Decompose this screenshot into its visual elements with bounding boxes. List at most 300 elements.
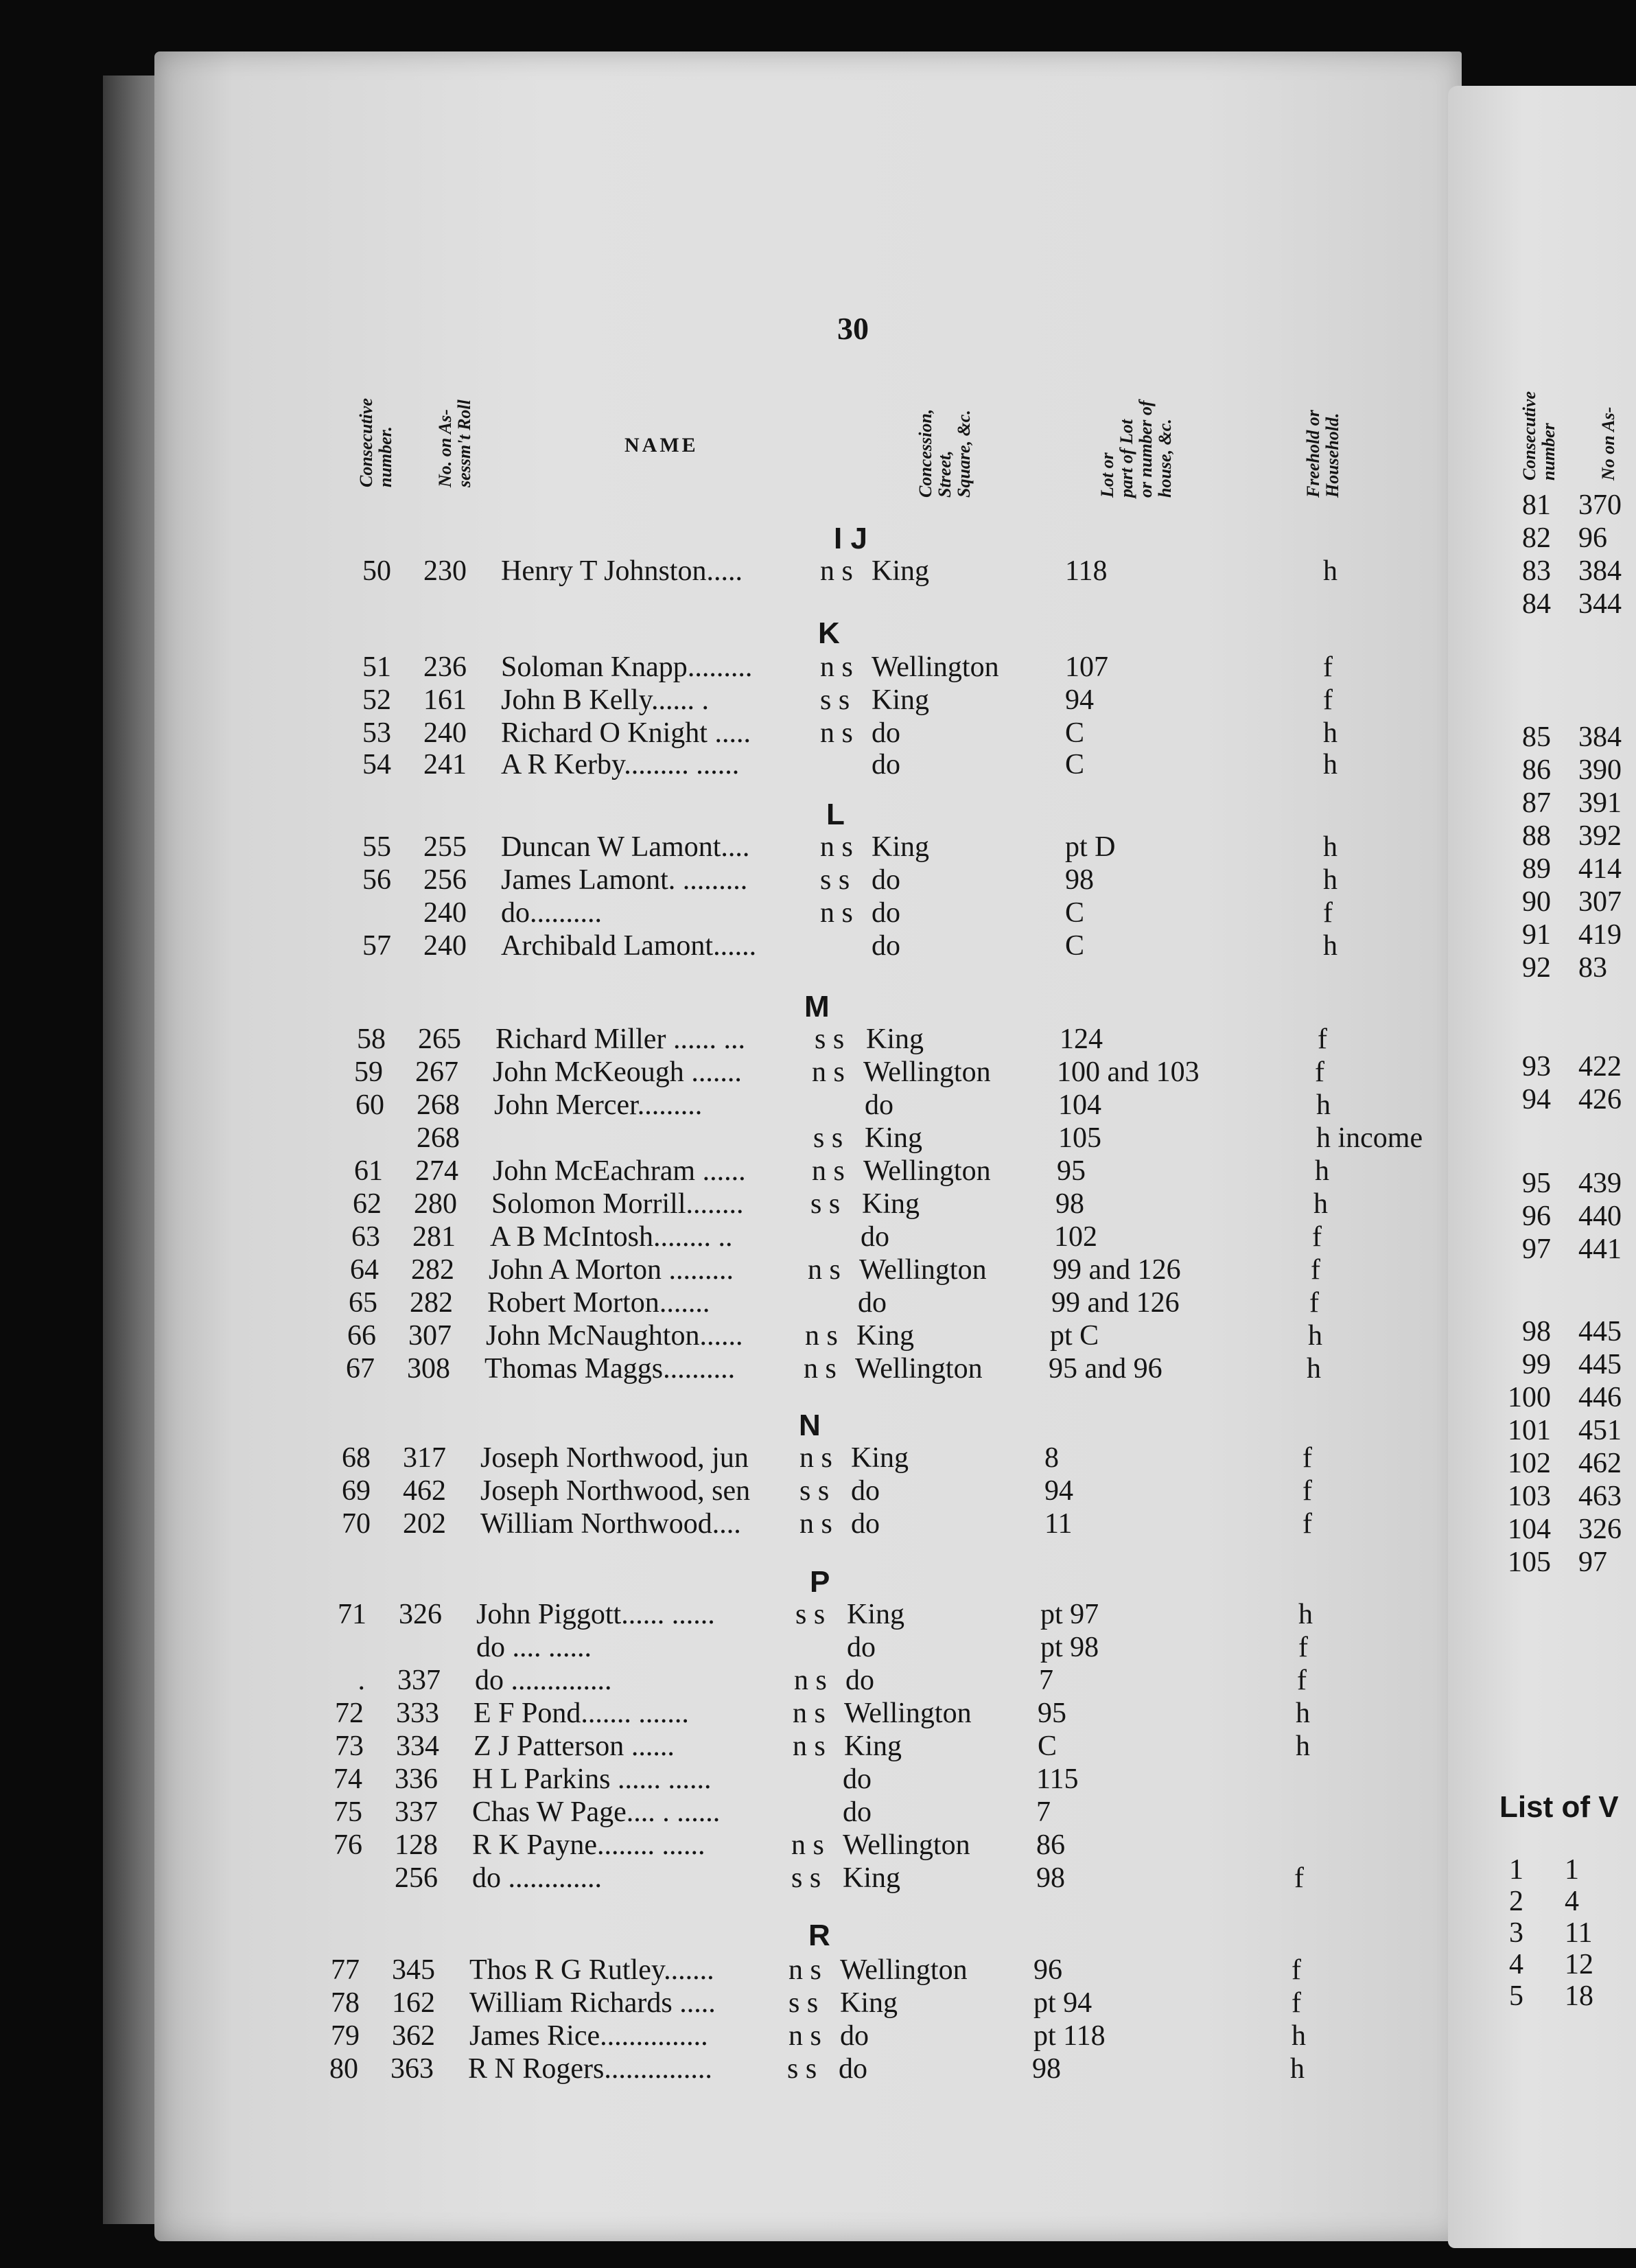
row-street: King [872, 684, 929, 716]
row-name [489, 1253, 734, 1286]
row-name-text: Joseph Northwood, jun [480, 1442, 749, 1474]
row-side: s s [813, 1122, 843, 1154]
row-street: Wellington [855, 1353, 983, 1385]
row-lot: 98 [1055, 1188, 1084, 1220]
row-street: King [843, 1862, 900, 1894]
table-row [0, 1697, 1636, 1730]
row-side: n s [804, 1353, 837, 1385]
row-lot: 124 [1060, 1023, 1103, 1055]
table-row [0, 1474, 1636, 1507]
list-row [1482, 1853, 1636, 1886]
row-name-text: John B Kelly [501, 684, 651, 716]
row-leader-dots: ..... [707, 717, 751, 749]
row-freehold: h [1323, 831, 1337, 863]
row-name [501, 896, 602, 929]
header-freehold: Freehold or Household. [1303, 410, 1342, 498]
table-row [0, 1442, 1636, 1474]
row-side: n s [793, 1731, 826, 1762]
row-consecutive-number: 57 [362, 930, 391, 962]
right-row-number: 96 [1522, 1201, 1551, 1232]
row-side: n s [812, 1056, 845, 1088]
right-row-number: 95 [1522, 1168, 1551, 1199]
row-consecutive-number: 59 [354, 1056, 383, 1088]
row-assessment-roll: 362 [392, 2020, 435, 2052]
row-name-text: A B McIntosh [490, 1221, 654, 1253]
row-consecutive-number: 69 [342, 1475, 371, 1507]
right-row-roll: 326 [1578, 1514, 1622, 1545]
table-row [0, 1089, 1636, 1122]
row-freehold: h [1313, 1188, 1328, 1220]
right-table-row [1475, 1200, 1636, 1233]
header-assessment-roll: No. on As- sessm't Roll [435, 400, 474, 487]
list-row-roll: 18 [1565, 1980, 1593, 2012]
row-name-text: James Rice [469, 2020, 600, 2052]
row-assessment-roll: 241 [423, 749, 467, 780]
row-side: n s [820, 831, 853, 863]
row-freehold: f [1294, 1862, 1304, 1894]
right-table-row [1475, 1546, 1636, 1579]
row-name [493, 1155, 746, 1188]
row-name-text: Soloman Knapp [501, 651, 688, 683]
table-row [0, 1631, 1636, 1664]
right-row-roll: 307 [1578, 886, 1622, 918]
row-freehold: f [1302, 1475, 1312, 1507]
right-table-row [1475, 886, 1636, 918]
row-name-text: John A Morton [489, 1254, 662, 1286]
right-row-number: 92 [1522, 952, 1551, 984]
row-freehold: f [1302, 1442, 1312, 1474]
right-table-row [1475, 1050, 1636, 1083]
table-row [0, 555, 1636, 588]
row-leader-dots: ....... [659, 1287, 710, 1319]
row-lot: 100 and 103 [1057, 1056, 1200, 1088]
row-leader-dots: .... [712, 1508, 741, 1540]
row-lot: C [1038, 1731, 1057, 1762]
row-consecutive-number: 64 [350, 1254, 379, 1286]
header-concession: Concession, Street, Square, &c. [915, 408, 974, 498]
row-lot: 102 [1054, 1221, 1097, 1253]
row-lot: 99 and 126 [1053, 1254, 1181, 1286]
row-freehold: f [1309, 1287, 1319, 1319]
right-row-roll: 390 [1578, 754, 1622, 786]
row-assessment-roll: 268 [417, 1122, 460, 1154]
row-name-text: Henry T Johnston [501, 555, 707, 587]
row-consecutive-number: 70 [342, 1508, 371, 1540]
row-name [474, 1697, 689, 1730]
right-table-row [1475, 787, 1636, 820]
row-lot: 8 [1044, 1442, 1059, 1474]
right-table-row [1475, 1513, 1636, 1546]
right-row-number: 101 [1508, 1415, 1551, 1446]
row-lot: 11 [1044, 1508, 1073, 1540]
right-row-roll: 384 [1578, 555, 1622, 587]
row-side: s s [795, 1599, 826, 1630]
row-name-text: Chas W Page [472, 1796, 627, 1828]
table-row [0, 2020, 1636, 2052]
table-row [0, 864, 1636, 896]
row-street: do [847, 1632, 876, 1663]
row-street: King [856, 1320, 914, 1352]
row-street: do [865, 1089, 893, 1121]
row-name-text: Richard O Knight [501, 717, 708, 749]
row-name [472, 1829, 705, 1862]
row-freehold: h [1323, 930, 1337, 962]
row-name-text: Joseph Northwood, sen [480, 1475, 751, 1507]
table-row [0, 2052, 1636, 2085]
row-name [501, 717, 751, 750]
row-lot: 98 [1036, 1862, 1065, 1894]
row-freehold: f [1312, 1221, 1322, 1253]
right-table-row [1475, 721, 1636, 754]
row-name-text: H L Parkins [472, 1763, 611, 1795]
row-leader-dots: ..... [706, 555, 743, 587]
right-row-number: 87 [1522, 787, 1551, 819]
right-row-roll: 463 [1578, 1481, 1622, 1512]
row-name [472, 1862, 602, 1895]
row-leader-dots: .... . ...... [626, 1796, 721, 1828]
row-name [469, 2020, 708, 2052]
table-row [0, 1286, 1636, 1319]
row-assessment-roll: 337 [395, 1796, 438, 1828]
row-lot: 94 [1065, 684, 1094, 716]
table-row [0, 1987, 1636, 2020]
right-row-number: 91 [1522, 919, 1551, 951]
section-letter: R [808, 1919, 830, 1952]
right-table-row [1475, 1233, 1636, 1266]
row-lot: C [1065, 749, 1085, 780]
row-name-text: John Mercer [494, 1089, 638, 1121]
row-consecutive-number: 53 [362, 717, 391, 749]
row-street: do [840, 2020, 869, 2052]
row-leader-dots: ........ [686, 1188, 744, 1220]
header-lot: Lot or part of Lot or number of house, &c. [1097, 400, 1175, 498]
row-assessment-roll: 265 [418, 1023, 461, 1055]
row-name-text: A R Kerby [501, 749, 624, 780]
row-street: King [851, 1442, 909, 1474]
row-leader-dots: ........ .. [653, 1221, 733, 1253]
list-row [1482, 1980, 1636, 2013]
row-leader-dots: ......... [662, 1254, 734, 1286]
row-street: Wellington [863, 1056, 991, 1088]
row-assessment-roll: 240 [423, 930, 467, 962]
right-table-row [1475, 489, 1636, 522]
row-name [495, 1023, 745, 1056]
right-row-number: 89 [1522, 853, 1551, 885]
header-consecutive: Consecutive number. [356, 398, 395, 487]
row-lot: 7 [1036, 1796, 1051, 1828]
row-name [501, 651, 752, 684]
row-name [480, 1474, 750, 1507]
row-name [501, 929, 756, 962]
row-leader-dots: ..... [672, 1987, 716, 2019]
row-lot: 105 [1058, 1122, 1101, 1154]
row-leader-dots: . ......... [668, 864, 748, 896]
section-letter: P [810, 1565, 830, 1599]
right-table-row [1475, 918, 1636, 951]
row-side: n s [820, 651, 853, 683]
row-leader-dots: ....... [683, 1056, 742, 1088]
row-assessment-roll: 281 [412, 1221, 456, 1253]
row-street: do [843, 1763, 872, 1795]
row-leader-dots: ............. [501, 1862, 602, 1894]
row-name-text: Duncan W Lamont [501, 831, 721, 863]
row-consecutive-number: 71 [338, 1599, 366, 1630]
row-name [501, 864, 747, 896]
list-row [1482, 1948, 1636, 1981]
right-table-row [1475, 1447, 1636, 1480]
row-name [486, 1319, 743, 1352]
row-assessment-roll: 337 [397, 1665, 441, 1696]
list-row-number: 5 [1509, 1980, 1523, 2012]
row-side: s s [799, 1475, 830, 1507]
row-name-text: R K Payne [472, 1829, 597, 1861]
row-assessment-roll: 462 [403, 1475, 446, 1507]
right-row-roll: 462 [1578, 1448, 1622, 1479]
row-assessment-roll: 282 [410, 1287, 453, 1319]
row-street: do [872, 717, 900, 749]
row-street: King [840, 1987, 898, 2019]
row-freehold: h [1308, 1320, 1322, 1352]
row-leader-dots: ...... ... [666, 1023, 745, 1055]
row-name-text: do [475, 1665, 504, 1696]
list-title: List of V [1499, 1790, 1619, 1824]
table-row [0, 1796, 1636, 1829]
right-row-number: 93 [1522, 1051, 1551, 1083]
table-row [0, 1664, 1636, 1697]
row-leader-dots: ...... [624, 1731, 675, 1762]
row-freehold: f [1302, 1508, 1312, 1540]
row-lot: pt 118 [1033, 2020, 1106, 2052]
row-side: n s [808, 1254, 841, 1286]
row-assessment-roll: 282 [411, 1254, 454, 1286]
table-row [0, 651, 1636, 684]
right-row-roll: 83 [1578, 952, 1607, 984]
row-name [469, 1987, 716, 2020]
page-number: 30 [837, 311, 869, 346]
right-header-roll: No on As- [1598, 406, 1618, 481]
row-name-text: Thomas Maggs [484, 1353, 664, 1385]
table-row [0, 1220, 1636, 1253]
row-street: Wellington [872, 651, 999, 683]
table-row [0, 1507, 1636, 1540]
row-consecutive-number: 67 [346, 1353, 375, 1385]
row-consecutive-number: 50 [362, 555, 391, 587]
row-assessment-roll: 162 [392, 1987, 435, 2019]
table-row [0, 831, 1636, 864]
row-leader-dots: ............... [604, 2053, 712, 2085]
row-consecutive-number: 68 [342, 1442, 371, 1474]
row-consecutive-number: 55 [362, 831, 391, 863]
row-street: Wellington [859, 1254, 987, 1286]
right-row-roll: 96 [1578, 522, 1607, 554]
right-row-roll: 419 [1578, 919, 1622, 951]
row-lot: 115 [1036, 1763, 1079, 1795]
section-letter: M [804, 990, 830, 1023]
table-row [0, 1155, 1636, 1188]
right-table-row [1475, 1315, 1636, 1348]
list-row-number: 4 [1509, 1949, 1523, 1980]
table-row [0, 748, 1636, 781]
row-leader-dots: ...... . [651, 684, 709, 716]
right-row-number: 84 [1522, 588, 1551, 620]
row-street: do [861, 1221, 889, 1253]
row-name-text: William Northwood [480, 1508, 712, 1540]
row-name-text: James Lamont [501, 864, 668, 896]
row-name-text: Z J Patterson [474, 1731, 624, 1762]
row-street: King [865, 1122, 922, 1154]
row-street: do [843, 1796, 872, 1828]
right-row-number: 104 [1508, 1514, 1551, 1545]
row-freehold: f [1323, 651, 1333, 683]
row-side: n s [820, 555, 853, 587]
row-consecutive-number: 51 [362, 651, 391, 683]
right-table-row [1475, 820, 1636, 853]
row-leader-dots: .......... [530, 897, 602, 929]
right-row-roll: 451 [1578, 1415, 1622, 1446]
row-leader-dots: .............. [504, 1665, 612, 1696]
row-street: King [847, 1599, 904, 1630]
right-row-roll: 414 [1578, 853, 1622, 885]
row-leader-dots: ....... ....... [581, 1698, 689, 1729]
row-street: King [862, 1188, 920, 1220]
row-freehold: h [1323, 749, 1337, 780]
right-row-number: 97 [1522, 1234, 1551, 1265]
right-table-row [1475, 951, 1636, 984]
header-name: NAME [624, 434, 699, 456]
right-row-number: 102 [1508, 1448, 1551, 1479]
row-street: do [872, 864, 900, 896]
table-row [0, 896, 1636, 929]
row-consecutive-number: 72 [335, 1698, 364, 1729]
right-row-roll: 422 [1578, 1051, 1622, 1083]
row-freehold: f [1292, 1954, 1301, 1986]
row-freehold: h [1315, 1155, 1329, 1187]
row-name [501, 831, 749, 864]
right-table-row [1475, 1348, 1636, 1381]
right-row-number: 90 [1522, 886, 1551, 918]
row-assessment-roll: 255 [423, 831, 467, 863]
row-street: do [872, 897, 900, 929]
row-assessment-roll: 334 [396, 1731, 439, 1762]
row-name-text: Richard Miller [495, 1023, 666, 1055]
list-row [1482, 1885, 1636, 1918]
row-name [468, 2052, 712, 2085]
table-row [0, 1730, 1636, 1763]
row-lot: pt 94 [1033, 1987, 1092, 2019]
row-side: s s [815, 1023, 845, 1055]
section-letter: I J [834, 522, 867, 555]
row-consecutive-number: 76 [334, 1829, 362, 1861]
row-side: n s [820, 897, 853, 929]
row-name [487, 1286, 710, 1319]
table-row [0, 1253, 1636, 1286]
row-name [493, 1056, 742, 1089]
row-name-text: do [476, 1632, 505, 1663]
row-assessment-roll: 363 [390, 2053, 434, 2085]
right-row-number: 99 [1522, 1349, 1551, 1380]
row-name [475, 1664, 612, 1697]
right-table-row [1475, 1480, 1636, 1513]
row-street: do [872, 749, 900, 780]
table-row [0, 1023, 1636, 1056]
row-leader-dots: ...... ...... [621, 1599, 715, 1630]
row-street: do [872, 930, 900, 962]
row-leader-dots: ........ ...... [597, 1829, 705, 1861]
row-assessment-roll: 236 [423, 651, 467, 683]
row-side: s s [788, 1987, 819, 2019]
row-assessment-roll: 268 [417, 1089, 460, 1121]
row-assessment-roll: 240 [423, 717, 467, 749]
row-name [484, 1352, 735, 1385]
row-name [490, 1220, 733, 1253]
row-consecutive-number: 58 [357, 1023, 386, 1055]
row-name [501, 748, 739, 781]
row-consecutive-number: 75 [334, 1796, 362, 1828]
row-name-text: R N Rogers [468, 2053, 605, 2085]
row-assessment-roll: 256 [395, 1862, 438, 1894]
table-row [0, 1056, 1636, 1089]
row-name-text: John McKeough [493, 1056, 684, 1088]
row-freehold: h [1296, 1698, 1310, 1729]
row-name [491, 1188, 744, 1220]
row-side: s s [791, 1862, 821, 1894]
row-name [476, 1598, 715, 1631]
right-row-number: 83 [1522, 555, 1551, 587]
list-row-number: 2 [1509, 1886, 1523, 1917]
row-assessment-roll: 161 [423, 684, 467, 716]
row-freehold: f [1292, 1987, 1301, 2019]
row-freehold: h [1323, 864, 1337, 896]
right-row-number: 103 [1508, 1481, 1551, 1512]
table-row [0, 1829, 1636, 1862]
row-name [501, 555, 743, 588]
right-row-number: 82 [1522, 522, 1551, 554]
row-street: Wellington [863, 1155, 991, 1187]
row-consecutive-number: 66 [347, 1320, 376, 1352]
row-freehold: f [1311, 1254, 1320, 1286]
row-side: n s [805, 1320, 838, 1352]
row-name-text: John McNaughton [486, 1320, 700, 1352]
row-lot: C [1065, 897, 1085, 929]
row-assessment-roll: 280 [414, 1188, 457, 1220]
row-name [469, 1954, 714, 1987]
row-name-text: Robert Morton [487, 1287, 659, 1319]
row-name [480, 1507, 741, 1540]
table-row [0, 1862, 1636, 1895]
row-lot: 95 [1038, 1698, 1066, 1729]
table-row [0, 1188, 1636, 1220]
row-leader-dots: .... ...... [505, 1632, 592, 1663]
row-side: s s [787, 2053, 817, 2085]
row-assessment-roll: 333 [396, 1698, 439, 1729]
row-lot: C [1065, 717, 1085, 749]
row-freehold: h [1298, 1599, 1313, 1630]
row-side: n s [788, 1954, 821, 1986]
row-name-text: do [501, 897, 530, 929]
table-row [0, 1122, 1636, 1155]
right-table-row [1475, 853, 1636, 886]
right-row-roll: 445 [1578, 1316, 1622, 1347]
row-leader-dots: ......... [687, 651, 753, 683]
row-side: n s [788, 2020, 821, 2052]
row-consecutive-number: 78 [331, 1987, 360, 2019]
row-consecutive-number: 77 [331, 1954, 360, 1986]
row-consecutive-number: 61 [354, 1155, 383, 1187]
row-lot: 95 [1057, 1155, 1086, 1187]
row-lot: 86 [1036, 1829, 1065, 1861]
row-leader-dots: ...... ...... [610, 1763, 712, 1795]
row-consecutive-number: 65 [349, 1287, 377, 1319]
